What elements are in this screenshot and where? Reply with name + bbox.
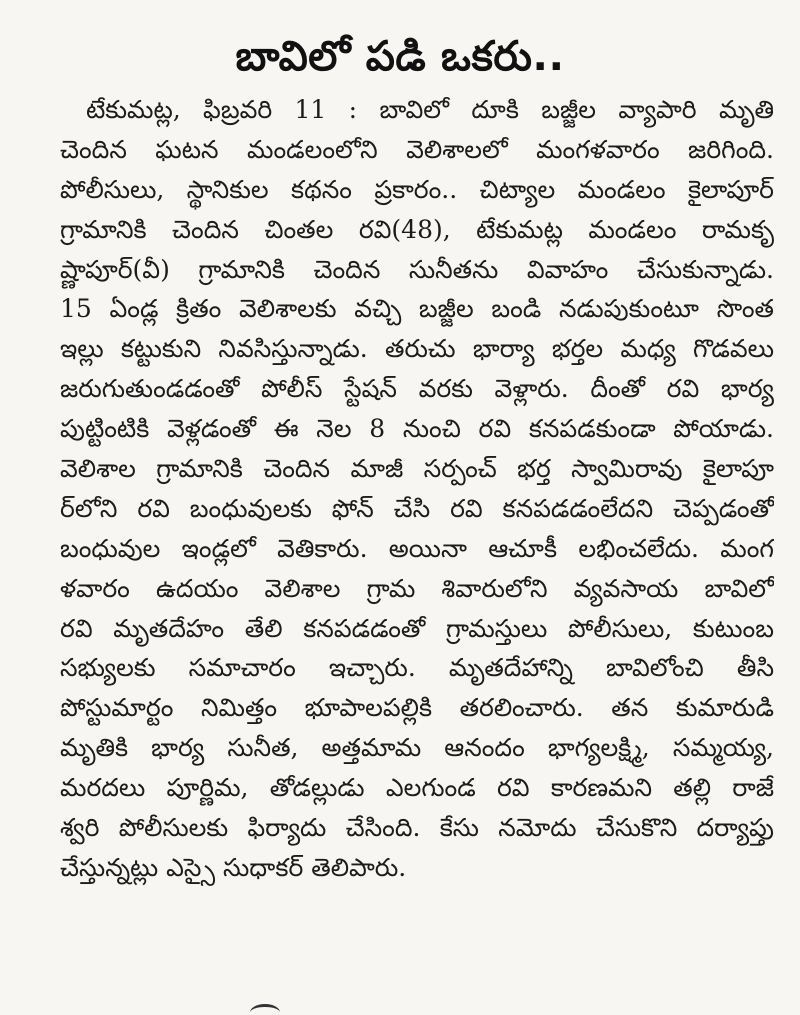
body-line: చెందిన ఘటన మండలంలోని వెలిశాలలో మంగళవారం జరిగింది.	[60, 134, 774, 164]
cropped-previous-line	[40, 0, 780, 6]
body-line: శ్వరి పోలీసులకు ఫిర్యాదు చేసింది. కేసు నమోదు చేసుకొని దర్యాప్తు	[60, 813, 774, 843]
body-line: ఇల్లు కట్టుకుని నివసిస్తున్నాడు. తరుచు భార్యా భర్తల మధ్య గొడవలు	[60, 334, 774, 364]
body-line: వెలిశాల గ్రామానికి చెందిన మాజీ సర్పంచ్ భర్త స్వామిరావు కైలాపూ	[60, 454, 774, 484]
body-line: పోలీసులు, స్థానికుల కథనం ప్రకారం.. చిట్యాల మండలం కైలాపూర్	[60, 174, 774, 204]
body-line: రవి మృతదేహం తేలి కనపడడంతో గ్రామస్తులు పోలీసులు, కుటుంబ	[60, 613, 774, 643]
body-line: మరదలు పూర్ణిమ, తోడల్లుడు ఎలగుండ రవి కారణమని తల్లి రాజే	[60, 773, 774, 803]
body-line: సభ్యులకు సమాచారం ఇచ్చారు. మృతదేహాన్ని బావిలోంచి తీసి	[60, 653, 774, 683]
body-line: పుట్టింటికి వెళ్లడంతో ఈ నెల 8 నుంచి రవి కనపడకుండా పోయాడు.	[60, 414, 774, 444]
body-line: జరుగుతుండడంతో పోలీస్ స్టేషన్ వరకు వెళ్లారు. దీంతో రవి భార్య	[60, 374, 774, 404]
body-line: ష్ణాపూర్(వీ) గ్రామానికి చెందిన సునీతను వివాహం చేసుకున్నాడు.	[60, 254, 774, 284]
body-line: 15 ఏండ్ల క్రితం వెలిశాలకు వచ్చి బజ్జీల బండి నడుపుకుంటూ సొంత	[60, 294, 774, 324]
body-line: బంధువుల ఇండ్లలో వెతికారు. అయినా ఆచూకీ లభించలేదు. మంగ	[60, 533, 774, 563]
article-body	[60, 90, 774, 888]
body-line: ళవారం ఉదయం వెలిశాల గ్రామ శివారులోని వ్యవసాయ బావిలో	[60, 573, 774, 603]
body-line: టేకుమట్ల, ఫిబ్రవరి 11 : బావిలో దూకి బజ్జీల వ్యాపారి మృతి	[86, 95, 774, 124]
body-line: గ్రామానికి చెందిన చింతల రవి(48), టేకుమట్ల మండలం రామకృ	[60, 214, 774, 244]
body-line: చేస్తున్నట్లు ఎస్సై సుధాకర్ తెలిపారు.	[60, 852, 407, 882]
body-line: ర్‌లోని రవి బంధువులకు ఫోన్ చేసి రవి కనపడడంలేదని చెప్పడంతో	[60, 493, 774, 523]
headline: బావిలో పడి ఒకరు..	[235, 32, 565, 80]
body-line: మృతికి భార్య సునీత, అత్తమామ ఆనందం భాగ్యలక్ష్మి, సమ్మయ్య,	[60, 733, 774, 763]
cropped-next-glyph	[250, 1004, 280, 1015]
body-line: పోస్టుమార్టం నిమిత్తం భూపాలపల్లికి తరలించారు. తన కుమారుడి	[60, 693, 774, 723]
